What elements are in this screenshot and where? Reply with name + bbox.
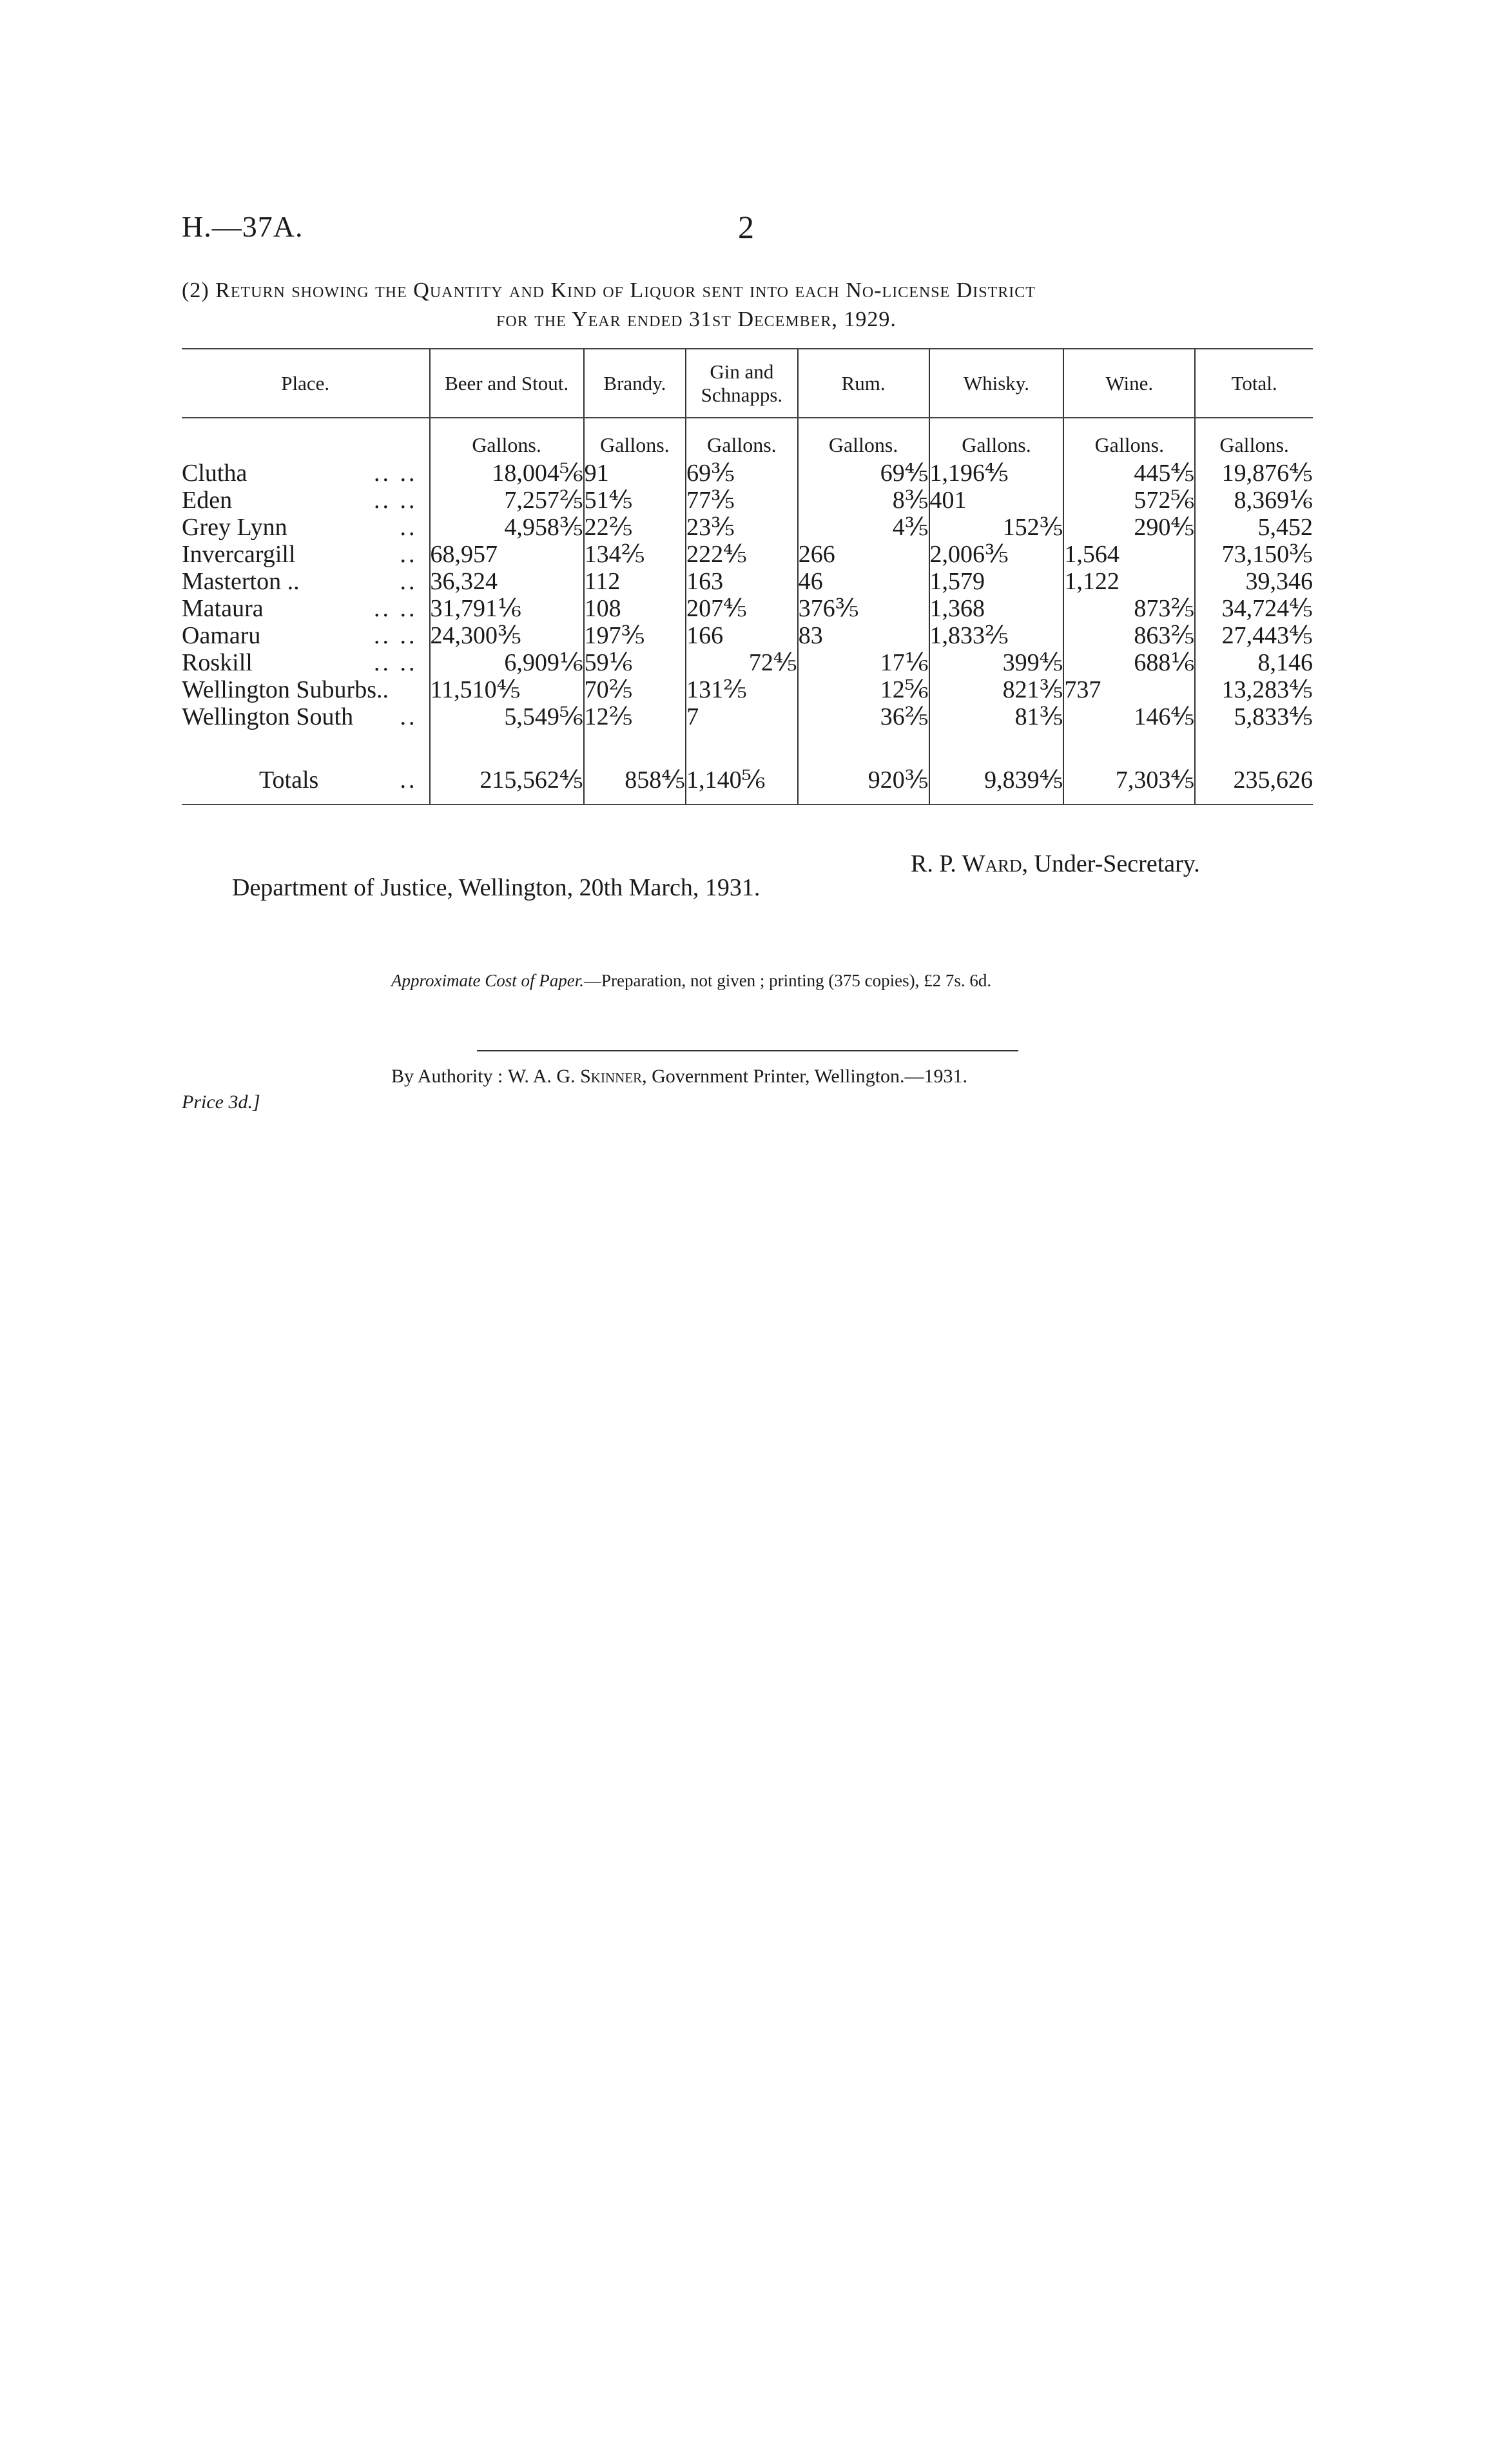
leader-dots: .. xyxy=(376,676,389,703)
brandy-cell: 59⅙ xyxy=(584,649,686,676)
total-cell: 8,146 xyxy=(1195,649,1313,676)
total-cell: 34,724⅘ xyxy=(1195,595,1313,622)
total-cell: 13,283⅘ xyxy=(1195,676,1313,703)
total-cell: 19,876⅘ xyxy=(1195,460,1313,487)
divider xyxy=(477,1050,1018,1051)
leader-dots: .. .. xyxy=(374,595,418,622)
brandy-cell: 197⅗ xyxy=(584,622,686,649)
place-name: Oamaru xyxy=(182,622,261,649)
gin-cell: 69⅗ xyxy=(686,460,798,487)
wine-cell: 873⅖ xyxy=(1063,595,1195,622)
whisky-cell: 1,368 xyxy=(929,595,1064,622)
place-name: Masterton .. xyxy=(182,568,300,595)
gin-cell: 72⅘ xyxy=(686,649,798,676)
whisky-cell: 1,833⅖ xyxy=(929,622,1064,649)
authority-prefix: By Authority : xyxy=(391,1066,508,1087)
place-name: Wellington South xyxy=(182,703,354,730)
gin-cell: 77⅗ xyxy=(686,487,798,514)
unit-label: Gallons. xyxy=(584,418,686,460)
rum-cell: 8⅗ xyxy=(798,487,929,514)
col-header-beer: Beer and Stout. xyxy=(430,349,584,418)
gin-cell: 207⅘ xyxy=(686,595,798,622)
authority-line xyxy=(391,1066,967,1088)
beer-cell: 36,324 xyxy=(430,568,584,595)
table-row xyxy=(182,514,1313,541)
page-number: 2 xyxy=(738,209,754,245)
signature-line xyxy=(911,850,1200,878)
wine-cell: 688⅙ xyxy=(1063,649,1195,676)
brandy-cell: 51⅘ xyxy=(584,487,686,514)
wine-cell: 1,122 xyxy=(1063,568,1195,595)
totals-row xyxy=(182,756,1313,805)
unit-label: Gallons. xyxy=(686,418,798,460)
col-header-gin: Gin and Schnapps. xyxy=(686,349,798,418)
total-cell: 39,346 xyxy=(1195,568,1313,595)
col-header-brandy: Brandy. xyxy=(584,349,686,418)
total-cell: 5,833⅘ xyxy=(1195,703,1313,730)
table-row xyxy=(182,676,1313,703)
beer-cell: 5,549⅚ xyxy=(430,703,584,730)
beer-cell: 4,958⅗ xyxy=(430,514,584,541)
brandy-cell: 108 xyxy=(584,595,686,622)
leader-dots: .. xyxy=(400,514,418,541)
table-header-row xyxy=(182,349,1313,418)
brandy-cell: 22⅖ xyxy=(584,514,686,541)
leader-dots: .. .. xyxy=(374,622,418,649)
place-name: Wellington Suburbs xyxy=(182,676,376,703)
whisky-total: 9,839⅘ xyxy=(929,756,1064,805)
brandy-total: 858⅘ xyxy=(584,756,686,805)
price-note: Price 3d.] xyxy=(182,1091,260,1113)
brandy-cell: 70⅖ xyxy=(584,676,686,703)
leader-dots: .. xyxy=(400,703,418,730)
rum-cell: 69⅘ xyxy=(798,460,929,487)
table-title-line-2: for the Year ended 31st December, 1929. xyxy=(496,307,897,331)
authority-suffix: , Government Printer, Wellington.—1931. xyxy=(642,1066,968,1087)
brandy-cell: 134⅖ xyxy=(584,541,686,568)
wine-cell: 863⅖ xyxy=(1063,622,1195,649)
rum-cell: 83 xyxy=(798,622,929,649)
brandy-cell: 12⅖ xyxy=(584,703,686,730)
table-row xyxy=(182,703,1313,730)
rum-total: 920⅗ xyxy=(798,756,929,805)
beer-cell: 31,791⅙ xyxy=(430,595,584,622)
beer-cell: 68,957 xyxy=(430,541,584,568)
col-header-whisky: Whisky. xyxy=(929,349,1064,418)
page-reference: H.—37A. xyxy=(182,210,304,243)
col-header-total: Total. xyxy=(1195,349,1313,418)
place-name: Invercargill xyxy=(182,541,296,568)
gin-cell: 166 xyxy=(686,622,798,649)
unit-label: Gallons. xyxy=(1063,418,1195,460)
spacer-row xyxy=(182,730,1313,756)
whisky-cell: 1,196⅘ xyxy=(929,460,1064,487)
whisky-cell: 401 xyxy=(929,487,1064,514)
signatory-title: , Under-Secretary. xyxy=(1022,850,1200,877)
col-header-wine: Wine. xyxy=(1063,349,1195,418)
beer-cell: 24,300⅗ xyxy=(430,622,584,649)
cost-label: Approximate Cost of Paper. xyxy=(391,971,584,990)
total-cell: 8,369⅙ xyxy=(1195,487,1313,514)
table-row xyxy=(182,460,1313,487)
place-name: Clutha xyxy=(182,460,247,487)
beer-cell: 7,257⅖ xyxy=(430,487,584,514)
place-name: Roskill xyxy=(182,649,253,676)
beer-cell: 18,004⅚ xyxy=(430,460,584,487)
signatory-name: R. P. Ward xyxy=(911,850,1022,877)
rum-cell: 376⅗ xyxy=(798,595,929,622)
leader-dots: .. .. xyxy=(374,487,418,514)
gin-cell: 222⅘ xyxy=(686,541,798,568)
wine-cell: 1,564 xyxy=(1063,541,1195,568)
table-row xyxy=(182,541,1313,568)
totals-label: Totals xyxy=(259,766,319,794)
whisky-cell: 81⅗ xyxy=(929,703,1064,730)
cost-of-paper-note xyxy=(391,971,991,991)
gin-cell: 131⅖ xyxy=(686,676,798,703)
table-row xyxy=(182,622,1313,649)
rum-cell: 4⅗ xyxy=(798,514,929,541)
grand-total: 235,626 xyxy=(1195,756,1313,805)
whisky-cell: 399⅘ xyxy=(929,649,1064,676)
unit-label: Gallons. xyxy=(798,418,929,460)
unit-label: Gallons. xyxy=(430,418,584,460)
rum-cell: 17⅙ xyxy=(798,649,929,676)
place-name: Grey Lynn xyxy=(182,514,287,541)
wine-cell: 146⅘ xyxy=(1063,703,1195,730)
brandy-cell: 112 xyxy=(584,568,686,595)
unit-label: Gallons. xyxy=(1195,418,1313,460)
table-row xyxy=(182,487,1313,514)
wine-total: 7,303⅘ xyxy=(1063,756,1195,805)
gin-cell: 163 xyxy=(686,568,798,595)
units-row xyxy=(182,418,1313,460)
beer-cell: 6,909⅙ xyxy=(430,649,584,676)
gin-cell: 23⅗ xyxy=(686,514,798,541)
leader-dots: .. .. xyxy=(374,460,418,487)
col-header-place: Place. xyxy=(182,349,430,418)
whisky-cell: 1,579 xyxy=(929,568,1064,595)
leader-dots: .. xyxy=(400,568,418,595)
table-row xyxy=(182,568,1313,595)
total-cell: 73,150⅗ xyxy=(1195,541,1313,568)
col-header-rum: Rum. xyxy=(798,349,929,418)
rum-cell: 46 xyxy=(798,568,929,595)
gin-total: 1,140⅚ xyxy=(686,756,798,805)
total-cell: 5,452 xyxy=(1195,514,1313,541)
place-name: Mataura xyxy=(182,595,264,622)
cost-text: —Preparation, not given ; printing (375 copies), £2 7s. 6d. xyxy=(583,971,992,990)
whisky-cell: 821⅗ xyxy=(929,676,1064,703)
beer-total: 215,562⅘ xyxy=(430,756,584,805)
printer-name: W. A. G. Skinner xyxy=(507,1066,643,1087)
whisky-cell: 2,006⅗ xyxy=(929,541,1064,568)
brandy-cell: 91 xyxy=(584,460,686,487)
whisky-cell: 152⅗ xyxy=(929,514,1064,541)
gin-cell: 7 xyxy=(686,703,798,730)
beer-cell: 11,510⅘ xyxy=(430,676,584,703)
rum-cell: 266 xyxy=(798,541,929,568)
place-name: Eden xyxy=(182,487,233,514)
rum-cell: 36⅖ xyxy=(798,703,929,730)
department-line: Department of Justice, Wellington, 20th March, 1931. xyxy=(232,874,761,901)
unit-label: Gallons. xyxy=(929,418,1064,460)
wine-cell: 737 xyxy=(1063,676,1195,703)
rum-cell: 12⅚ xyxy=(798,676,929,703)
leader-dots: .. .. xyxy=(374,649,418,676)
liquor-return-table xyxy=(182,348,1313,805)
table-row xyxy=(182,595,1313,622)
wine-cell: 290⅘ xyxy=(1063,514,1195,541)
table-row xyxy=(182,649,1313,676)
table-title-line-1: (2) Return showing the Quantity and Kind of Liquor sent into each No-license District xyxy=(182,278,1036,302)
leader-dots: .. xyxy=(400,766,418,794)
wine-cell: 445⅘ xyxy=(1063,460,1195,487)
total-cell: 27,443⅘ xyxy=(1195,622,1313,649)
wine-cell: 572⅚ xyxy=(1063,487,1195,514)
leader-dots: .. xyxy=(400,541,418,568)
